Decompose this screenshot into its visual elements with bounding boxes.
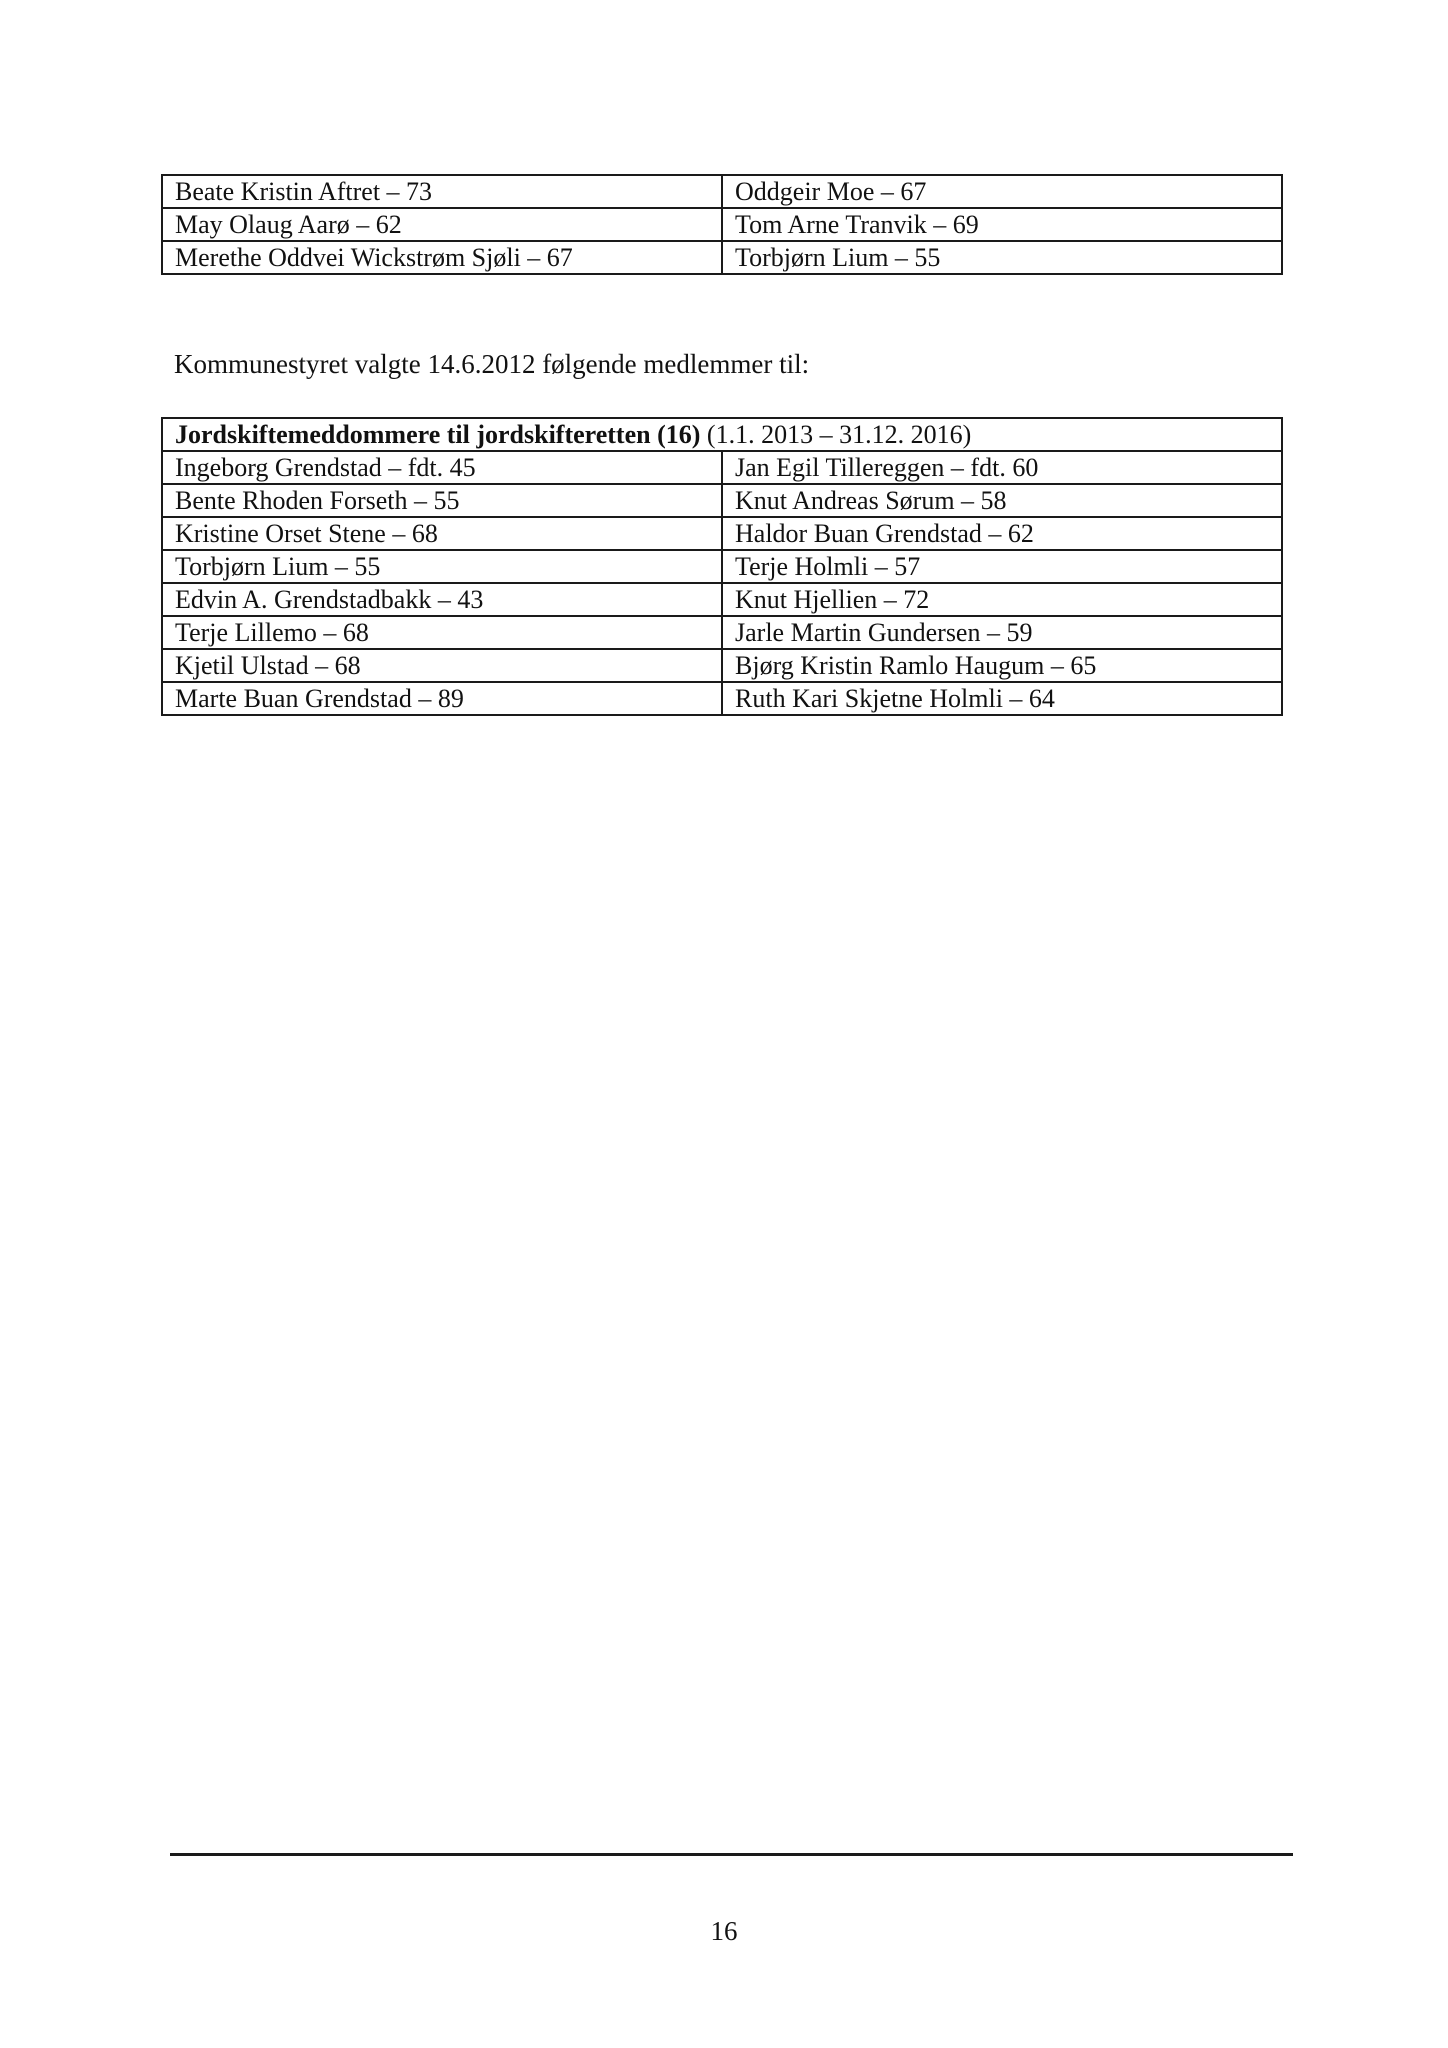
table-cell: Jan Egil Tillereggen – fdt. 60 [722, 451, 1282, 484]
page-number: 16 [710, 1916, 738, 1946]
table-row [162, 175, 1282, 208]
table-cell: Edvin A. Grendstadbakk – 43 [162, 583, 722, 616]
table-cell: Bjørg Kristin Ramlo Haugum – 65 [722, 649, 1282, 682]
footer-divider [170, 1853, 1293, 1856]
table-cell: Terje Lillemo – 68 [162, 616, 722, 649]
table-cell: Bente Rhoden Forseth – 55 [162, 484, 722, 517]
members-table-continued [161, 174, 1283, 275]
table-cell: Ruth Kari Skjetne Holmli – 64 [722, 682, 1282, 715]
table-row [162, 583, 1282, 616]
table-cell: Merethe Oddvei Wickstrøm Sjøli – 67 [162, 241, 722, 274]
table-title-period: (1.1. 2013 – 31.12. 2016) [700, 419, 972, 449]
table-cell: Torbjørn Lium – 55 [162, 550, 722, 583]
table-row [162, 208, 1282, 241]
table-row [162, 241, 1282, 274]
table-cell: Knut Hjellien – 72 [722, 583, 1282, 616]
table-cell: Tom Arne Tranvik – 69 [722, 208, 1282, 241]
table-row [162, 451, 1282, 484]
table-row [162, 550, 1282, 583]
table-row [162, 616, 1282, 649]
table-cell: Haldor Buan Grendstad – 62 [722, 517, 1282, 550]
table-row [162, 682, 1282, 715]
table-row [162, 517, 1282, 550]
table-cell: Kristine Orset Stene – 68 [162, 517, 722, 550]
table-cell: Marte Buan Grendstad – 89 [162, 682, 722, 715]
table-row [162, 649, 1282, 682]
intro-paragraph: Kommunestyret valgte 14.6.2012 følgende medlemmer til: [174, 349, 810, 379]
table-title-bold: Jordskiftemeddommere til jordskifteretten (16) [175, 419, 701, 449]
table-cell: Knut Andreas Sørum – 58 [722, 484, 1282, 517]
table-cell: Oddgeir Moe – 67 [722, 175, 1282, 208]
table-cell: Torbjørn Lium – 55 [722, 241, 1282, 274]
table-title-cell [162, 418, 1282, 451]
table-cell: Beate Kristin Aftret – 73 [162, 175, 722, 208]
table-cell: Kjetil Ulstad – 68 [162, 649, 722, 682]
table-cell: Jarle Martin Gundersen – 59 [722, 616, 1282, 649]
table-row [162, 484, 1282, 517]
table-title-row [162, 418, 1282, 451]
jordskifte-members-table [161, 417, 1283, 716]
table-cell: Terje Holmli – 57 [722, 550, 1282, 583]
table-cell: May Olaug Aarø – 62 [162, 208, 722, 241]
table-cell: Ingeborg Grendstad – fdt. 45 [162, 451, 722, 484]
